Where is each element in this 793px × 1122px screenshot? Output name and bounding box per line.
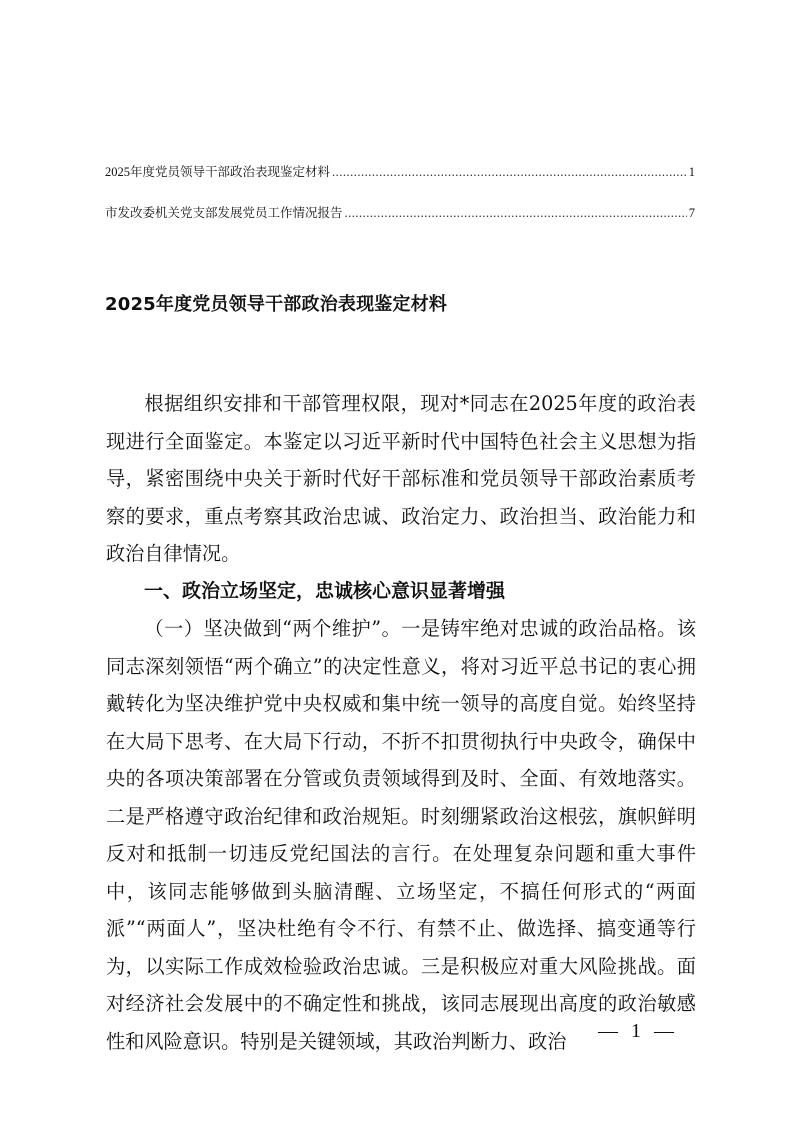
toc-dot-leader [332,165,687,180]
toc-dot-leader [345,206,687,221]
toc-entry-title[interactable]: 2025年度党员领导干部政治表现鉴定材料 [105,165,331,179]
document-title: 2025年度党员领导干部政治表现鉴定材料 [105,294,448,315]
document-body [106,385,696,1060]
toc-entry[interactable] [105,162,695,180]
page-number: — 1 — [598,1020,678,1042]
section-body-text: 一是铸牢绝对忠诚的政治品格。该同志深刻领悟“两个确立”的决定性意义，将对习近平总书记的衷心拥戴转化为坚决维护党中央权威和集中统一领导的高度自觉。始终坚持在大局下思考、在大局下行动，不折不扣贯彻执行中央政令，确保中央的各项决策部署在分管或负责领域得到及时、全面、有效地落实。二是严格遵守政治纪律和政治规矩。时刻绷紧政治这根弦，旗帜鲜明反对和抵制一切违反党纪国法的言行。在处理复杂问题和重大事件中，该同志能够做到头脑清醒、立场坚定，不搞任何形式的“两面派”“两面人”，坚决杜绝有令不行、有禁不止、做选择、搞变通等行为，以实际工作成效检验政治忠诚。三是积极应对重大风险挑战。面对经济社会发展中的不确定性和挑战，该同志展现出高度的政治敏感性和风险意识。特别是关键领域，其政治判断力、政治 [106,617,697,1053]
toc-entry-page: 1 [688,165,695,179]
toc-entry[interactable] [105,203,695,221]
section-heading: 一、政治立场坚定，忠诚核心意识显著增强 [144,579,506,602]
section-paragraph [106,610,696,1060]
intro-paragraph: 根据组织安排和干部管理权限，现对*同志在2025年度的政治表现进行全面鉴定。本鉴定以习近平新时代中国特色社会主义思想为指导，紧密围绕中央关于新时代好干部标准和党员领导干部政治素质考察的要求，重点考察其政治忠诚、政治定力、政治担当、政治能力和政治自律情况。 [106,392,696,565]
toc-entry-page: 7 [688,206,695,220]
toc-entry-title[interactable]: 市发改委机关党支部发展党员工作情况报告 [105,206,343,220]
subsection-heading: （一）坚决做到“两个维护”。 [144,617,402,640]
